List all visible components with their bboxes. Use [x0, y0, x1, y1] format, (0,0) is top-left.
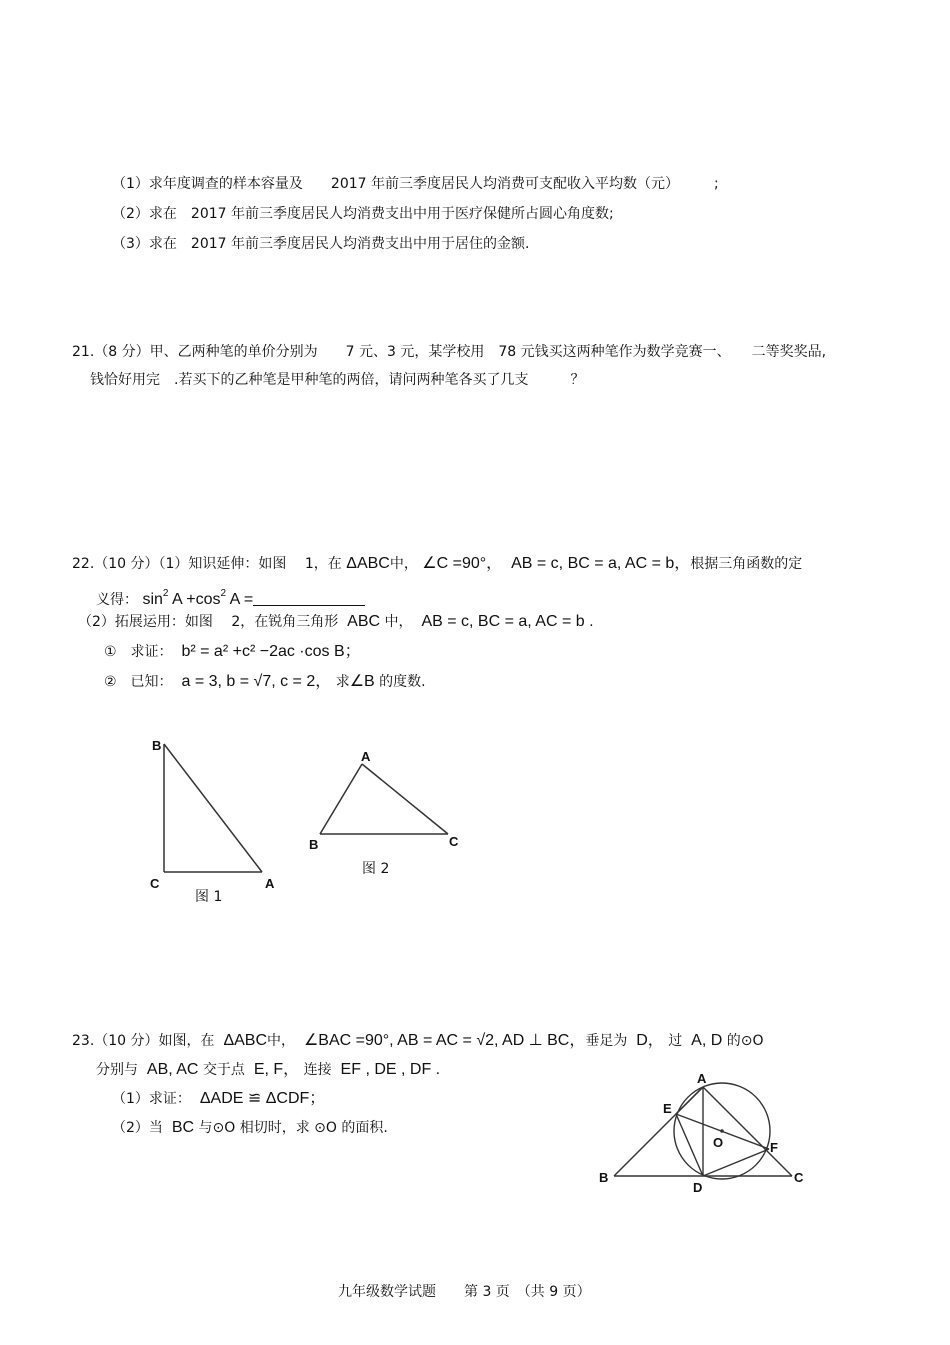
fig1-side-ab	[164, 744, 262, 872]
q23-side-ac	[703, 1087, 792, 1176]
q21-line1: 21.（8 分）甲、乙两种笔的单价分别为 7 元、3 元，某学校用 78 元钱买这两种笔作为数学竞赛一、 二等奖奖品,	[72, 344, 827, 360]
q23-label-o: O	[713, 1135, 724, 1150]
q23-line3: （1）求证： ΔADE ≌ ΔCDF；	[112, 1090, 326, 1107]
fig1-label-c: C	[150, 876, 160, 891]
q23-label-d: D	[693, 1180, 703, 1195]
figure-2-triangle	[320, 764, 448, 834]
q23-center-dot	[720, 1129, 724, 1133]
q20-part2: （2）求在 2017 年前三季度居民人均消费支出中用于医疗保健所占圆心角度数;	[112, 206, 614, 222]
figure-1-triangle	[164, 744, 262, 872]
q23-label-f: F	[770, 1140, 778, 1155]
q23-label-a: A	[697, 1071, 707, 1086]
fig2-side-ac	[362, 764, 448, 834]
q21-line2: 钱恰好用完 .若买下的乙种笔是甲种笔的两倍，请问两种笔各买了几支 ？	[90, 372, 585, 388]
fig2-label-b: B	[309, 837, 319, 852]
q23-label-e: E	[663, 1101, 672, 1116]
q22-line4: ① 求证： b² = a² +c² −2ac ·cos B；	[104, 643, 361, 660]
q23-segment-ae	[676, 1087, 703, 1114]
fig1-label-b: B	[152, 738, 162, 753]
fig1-label-a: A	[265, 876, 275, 891]
fig2-label-a: A	[361, 749, 371, 764]
q23-line2: 分别与 AB, AC 交于点 E, F， 连接 EF , DE , DF .	[96, 1061, 441, 1078]
q23-line4: （2）当 BC 与⊙O 相切时，求 ⊙O 的面积.	[112, 1119, 388, 1136]
q23-label-c: C	[794, 1170, 804, 1185]
q23-label-b: B	[599, 1170, 609, 1185]
fig2-caption: 图 2	[362, 861, 390, 877]
q22-line5: ② 已知： a = 3, b = √7, c = 2， 求∠B 的度数.	[104, 673, 426, 690]
q22-line3: （2）拓展运用：如图 2，在锐角三角形 ABC 中， AB = c, BC = a, AC = b .	[78, 613, 594, 630]
page-footer: 九年级数学试题 第 3 页 （共 9 页）	[338, 1284, 591, 1300]
q23-line1: 23.（10 分）如图，在 ΔABC中， ∠BAC =90°, AB = AC = √2, AD ⊥ BC，垂足为 D， 过 A, D 的⊙O	[72, 1032, 764, 1049]
figure-q23	[614, 1083, 792, 1179]
q22-line2: 义得： $\sin^2 A +\cos^2$ A =	[96, 584, 365, 610]
q20-part1: （1）求年度调查的样本容量及 2017 年前三季度居民人均消费可支配收入平均数（元） ;	[112, 176, 719, 192]
fig2-label-c: C	[449, 834, 459, 849]
fig2-side-ab	[320, 764, 362, 834]
q20-part3: （3）求在 2017 年前三季度居民人均消费支出中用于居住的金额.	[112, 236, 530, 252]
q22-line1: 22.（10 分）（1）知识延伸：如图 1，在 ΔABC中， ∠C =90°， AB = c, BC = a, AC = b，根据三角函数的定	[72, 555, 803, 572]
fig1-caption: 图 1	[195, 889, 223, 905]
